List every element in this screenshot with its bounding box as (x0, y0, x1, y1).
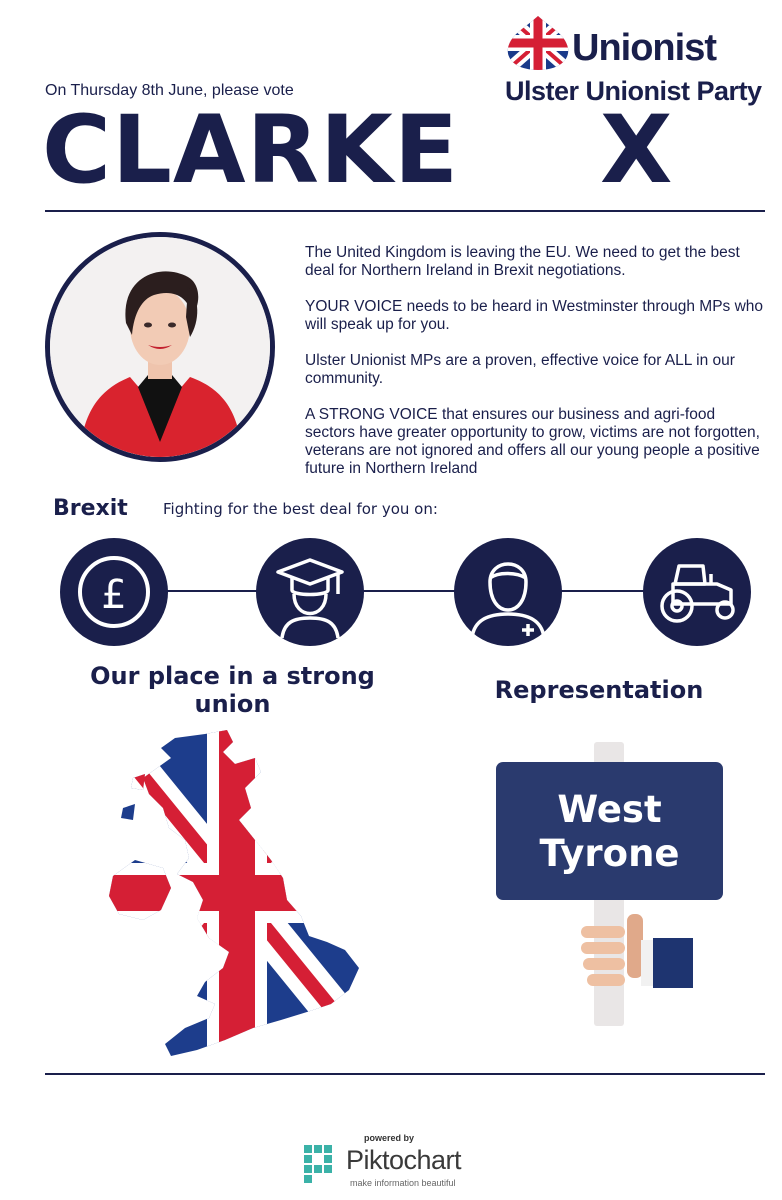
logo-party-name: Ulster Unionist Party (505, 76, 762, 106)
pound-icon (60, 538, 168, 646)
piktochart-logo-icon (304, 1145, 334, 1185)
piktochart-brand: Piktochart (346, 1145, 462, 1175)
union-jack-icon (505, 14, 571, 72)
piktochart-tagline: make information beautiful (350, 1178, 456, 1188)
constituency-line-1: West (557, 788, 662, 831)
hand-icon (577, 912, 697, 992)
brexit-heading: Brexit (53, 496, 128, 521)
constituency-name (496, 788, 723, 876)
logo-wordmark: Unionist (572, 27, 716, 69)
message-paragraph: YOUR VOICE needs to be heard in Westminster through MPs who will speak up for you. (305, 298, 764, 333)
icon-connector-line (112, 590, 697, 592)
message-paragraph: Ulster Unionist MPs are a proven, effective voice for ALL in our community. (305, 352, 735, 387)
brexit-subheading: Fighting for the best deal for you on: (163, 500, 438, 518)
candidate-photo (45, 232, 275, 462)
ballot-mark: X (600, 96, 673, 205)
tractor-icon (643, 538, 751, 646)
uk-flag-map-icon (105, 728, 370, 1058)
graduate-icon (256, 538, 364, 646)
health-person-icon (454, 538, 562, 646)
campaign-message (305, 244, 767, 496)
union-heading: Our place in a strong union (90, 662, 375, 718)
vote-instruction: On Thursday 8th June, please vote (45, 82, 294, 99)
message-paragraph: A STRONG VOICE that ensures our business and agri-food sectors have greater opportunity to grow, victims are not forgotten, veterans are not ignored and offers all our young people a positive future in Northern Ireland (305, 406, 760, 477)
divider-top (45, 210, 765, 212)
powered-by-label: powered by (364, 1133, 415, 1143)
constituency-line-2: Tyrone (539, 832, 680, 875)
svg-text:£: £ (101, 572, 127, 618)
representation-heading: Representation (494, 676, 704, 704)
message-paragraph: The United Kingdom is leaving the EU. We need to get the best deal for Northern Ireland in Brexit negotiations. (305, 244, 740, 279)
divider-bottom (45, 1073, 765, 1075)
candidate-name: CLARKE (42, 96, 460, 205)
